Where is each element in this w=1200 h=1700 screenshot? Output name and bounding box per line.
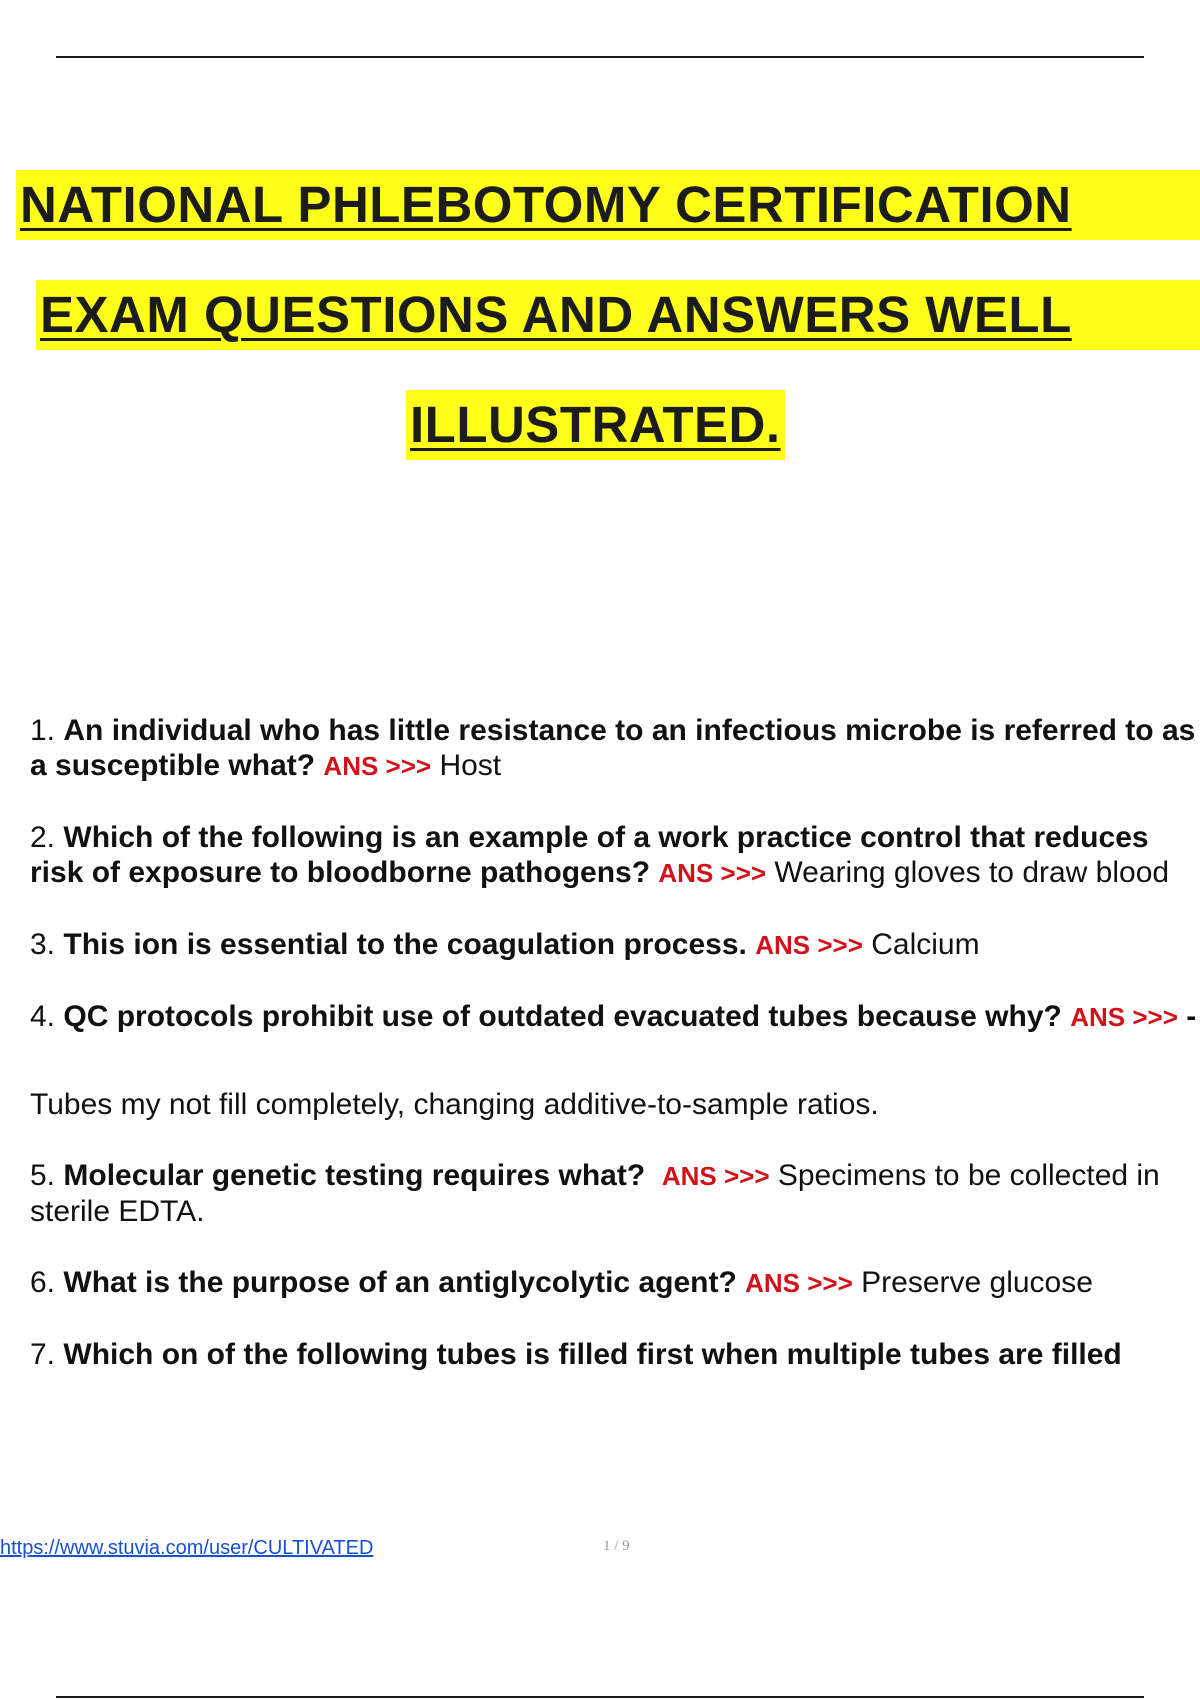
- footer-profile-link[interactable]: https://www.stuvia.com/user/CULTIVATED: [0, 1537, 374, 1559]
- question-number: 7.: [30, 1338, 56, 1371]
- question-text: Molecular genetic testing requires what?: [63, 1159, 646, 1192]
- question-text: An individual who has little resistance to an infectious microbe is referred to as a susceptible what?: [30, 714, 1196, 782]
- question-number: 6.: [30, 1266, 56, 1299]
- ans-label: ANS >>>: [745, 1268, 853, 1298]
- bottom-rule: [56, 1696, 1144, 1698]
- answer-dash: -: [1186, 1000, 1197, 1033]
- ans-label: ANS >>>: [661, 1161, 770, 1191]
- top-rule: [56, 56, 1144, 58]
- question-number: 3.: [30, 928, 56, 961]
- question-text: Which on of the following tubes is filled first when multiple tubes are filled: [63, 1338, 1122, 1371]
- question-text: Which of the following is an example of a work practice control that reduces risk of exposure to bloodborne pathogens?: [30, 821, 1149, 889]
- question-item-3: [30, 927, 1200, 963]
- title-line-1: NATIONAL PHLEBOTOMY CERTIFICATION: [16, 170, 1200, 240]
- question-item-4: [30, 999, 1200, 1035]
- answer-text: Preserve glucose: [861, 1266, 1093, 1299]
- question-number: 2.: [30, 821, 56, 854]
- answer-text: Specimens to be collected in sterile EDTA.: [30, 1159, 1160, 1228]
- page-number: 1 / 9: [603, 1538, 630, 1554]
- ans-label: ANS >>>: [755, 930, 863, 960]
- answer-text: Wearing gloves to draw blood: [774, 856, 1170, 889]
- answer-text: Calcium: [871, 928, 980, 961]
- title-line-2: EXAM QUESTIONS AND ANSWERS WELL: [36, 280, 1200, 350]
- question-list: [30, 713, 1200, 1372]
- question-text: QC protocols prohibit use of outdated evacuated tubes because why?: [63, 1000, 1062, 1033]
- question-number: 4.: [30, 1000, 56, 1033]
- question-4-answer: Tubes my not fill completely, changing additive-to-sample ratios.: [30, 1088, 879, 1121]
- question-text: This ion is essential to the coagulation process.: [63, 928, 747, 961]
- question-number: 5.: [30, 1159, 56, 1192]
- question-text: What is the purpose of an antiglycolytic agent?: [63, 1266, 737, 1299]
- ans-label: ANS >>>: [323, 751, 432, 781]
- question-item-5: [30, 1158, 1200, 1229]
- answer-text: Host: [439, 749, 502, 782]
- question-item-2: [30, 820, 1200, 891]
- question-number: 1.: [30, 714, 56, 747]
- question-item-7: [30, 1337, 1200, 1372]
- question-item-1: [30, 713, 1200, 784]
- ans-label: ANS >>>: [658, 858, 767, 888]
- question-item-6: [30, 1265, 1200, 1301]
- title-line-3: ILLUSTRATED.: [406, 390, 785, 460]
- ans-label: ANS >>>: [1070, 1002, 1178, 1032]
